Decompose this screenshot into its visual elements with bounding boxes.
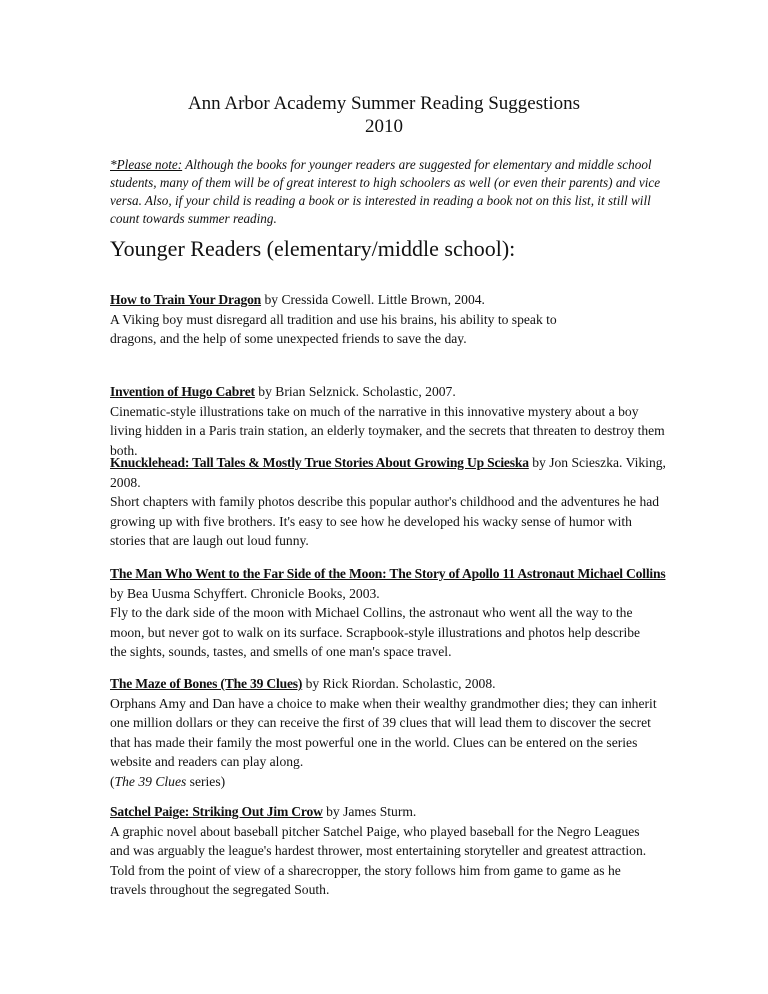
book-description: Fly to the dark side of the moon with Michael Collins, the astronaut who went all the way to the moon, but never got to walk on its surface. Scrapbook-style illustrations and photos help describe the sights, sounds, tastes, and smells of one man's space travel. [110,605,641,659]
book-title: Knucklehead: Tall Tales & Mostly True Stories About Growing Up Scieska [110,455,529,470]
book-description: A graphic novel about baseball pitcher Satchel Paige, who played baseball for the Negro Leagues and was arguably the league's hardest thrower, most entertaining storyteller and greatest attraction. Told from the point of view of a sharecropper, the story follows him from game to game as he travels throughout the segregated South. [110,823,647,897]
book-citation: by Bea Uusma Schyffert. Chronicle Books, 2003. [110,585,380,601]
book-title: The Man Who Went to the Far Side of the Moon: The Story of Apollo 11 Astronaut Michael Collins [110,566,666,581]
book-description: Cinematic-style illustrations take on much of the narrative in this innovative mystery about a boy living hidden in a Paris train station, an elderly toymaker, and the secrets that threaten to destroy them both. [110,403,665,458]
book-citation: by Jon Scieszka. Viking, 2008. [110,455,666,490]
book-description: Short chapters with family photos describe this popular author's childhood and the adventures he had growing up with five brothers. It's easy to see how he developed his wacky sense of humor with stories that are laugh out loud funny. [110,494,660,548]
book-title: The Maze of Bones (The 39 Clues) [110,676,303,691]
document-title: Ann Arbor Academy Summer Reading Suggestions [187,93,581,114]
book-description: A Viking boy must disregard all tradition and use his brains, his ability to speak to dragons, and the help of some unexpected friends to save the day. [110,311,557,346]
book-title: How to Train Your Dragon [110,292,262,307]
book-title: Invention of Hugo Cabret [110,384,255,399]
series-name: The 39 Clues [114,773,187,789]
note-paragraph [110,156,672,228]
book-description: Orphans Amy and Dan have a choice to make when their wealthy grandmother dies; they can inherit one million dollars or they can receive the first of 39 clues that will lead them to discover the secret that has made their family the most powerful one in the world. Clues can be entered on the series website and readers can play along. [110,695,657,769]
section-heading: Younger Readers (elementary/middle school): [110,236,516,261]
book-entry [110,453,670,551]
book-entry [110,564,670,662]
document-year: 2010 [365,116,403,137]
book-citation: by Cressida Cowell. Little Brown, 2004. [261,292,485,307]
note-text: Although the books for younger readers are suggested for elementary and middle school students, many of them will be of great interest to high schoolers as well (or even their parents) and vice versa. Also, if your child is reading a book or is interested in reading a book not on this list, it still will count towards summer reading. [110,157,661,226]
book-entry [110,674,670,791]
book-entry [110,382,670,460]
book-citation: by Rick Riordan. Scholastic, 2008. [302,676,496,691]
book-entry [110,802,670,900]
book-series: (The 39 Clues series) [110,773,226,789]
book-entry [110,290,670,349]
book-citation: by James Sturm. [322,804,417,819]
book-citation: by Brian Selznick. Scholastic, 2007. [254,384,456,399]
note-lead: *Please note: [110,157,183,172]
book-title: Satchel Paige: Striking Out Jim Crow [110,804,323,819]
